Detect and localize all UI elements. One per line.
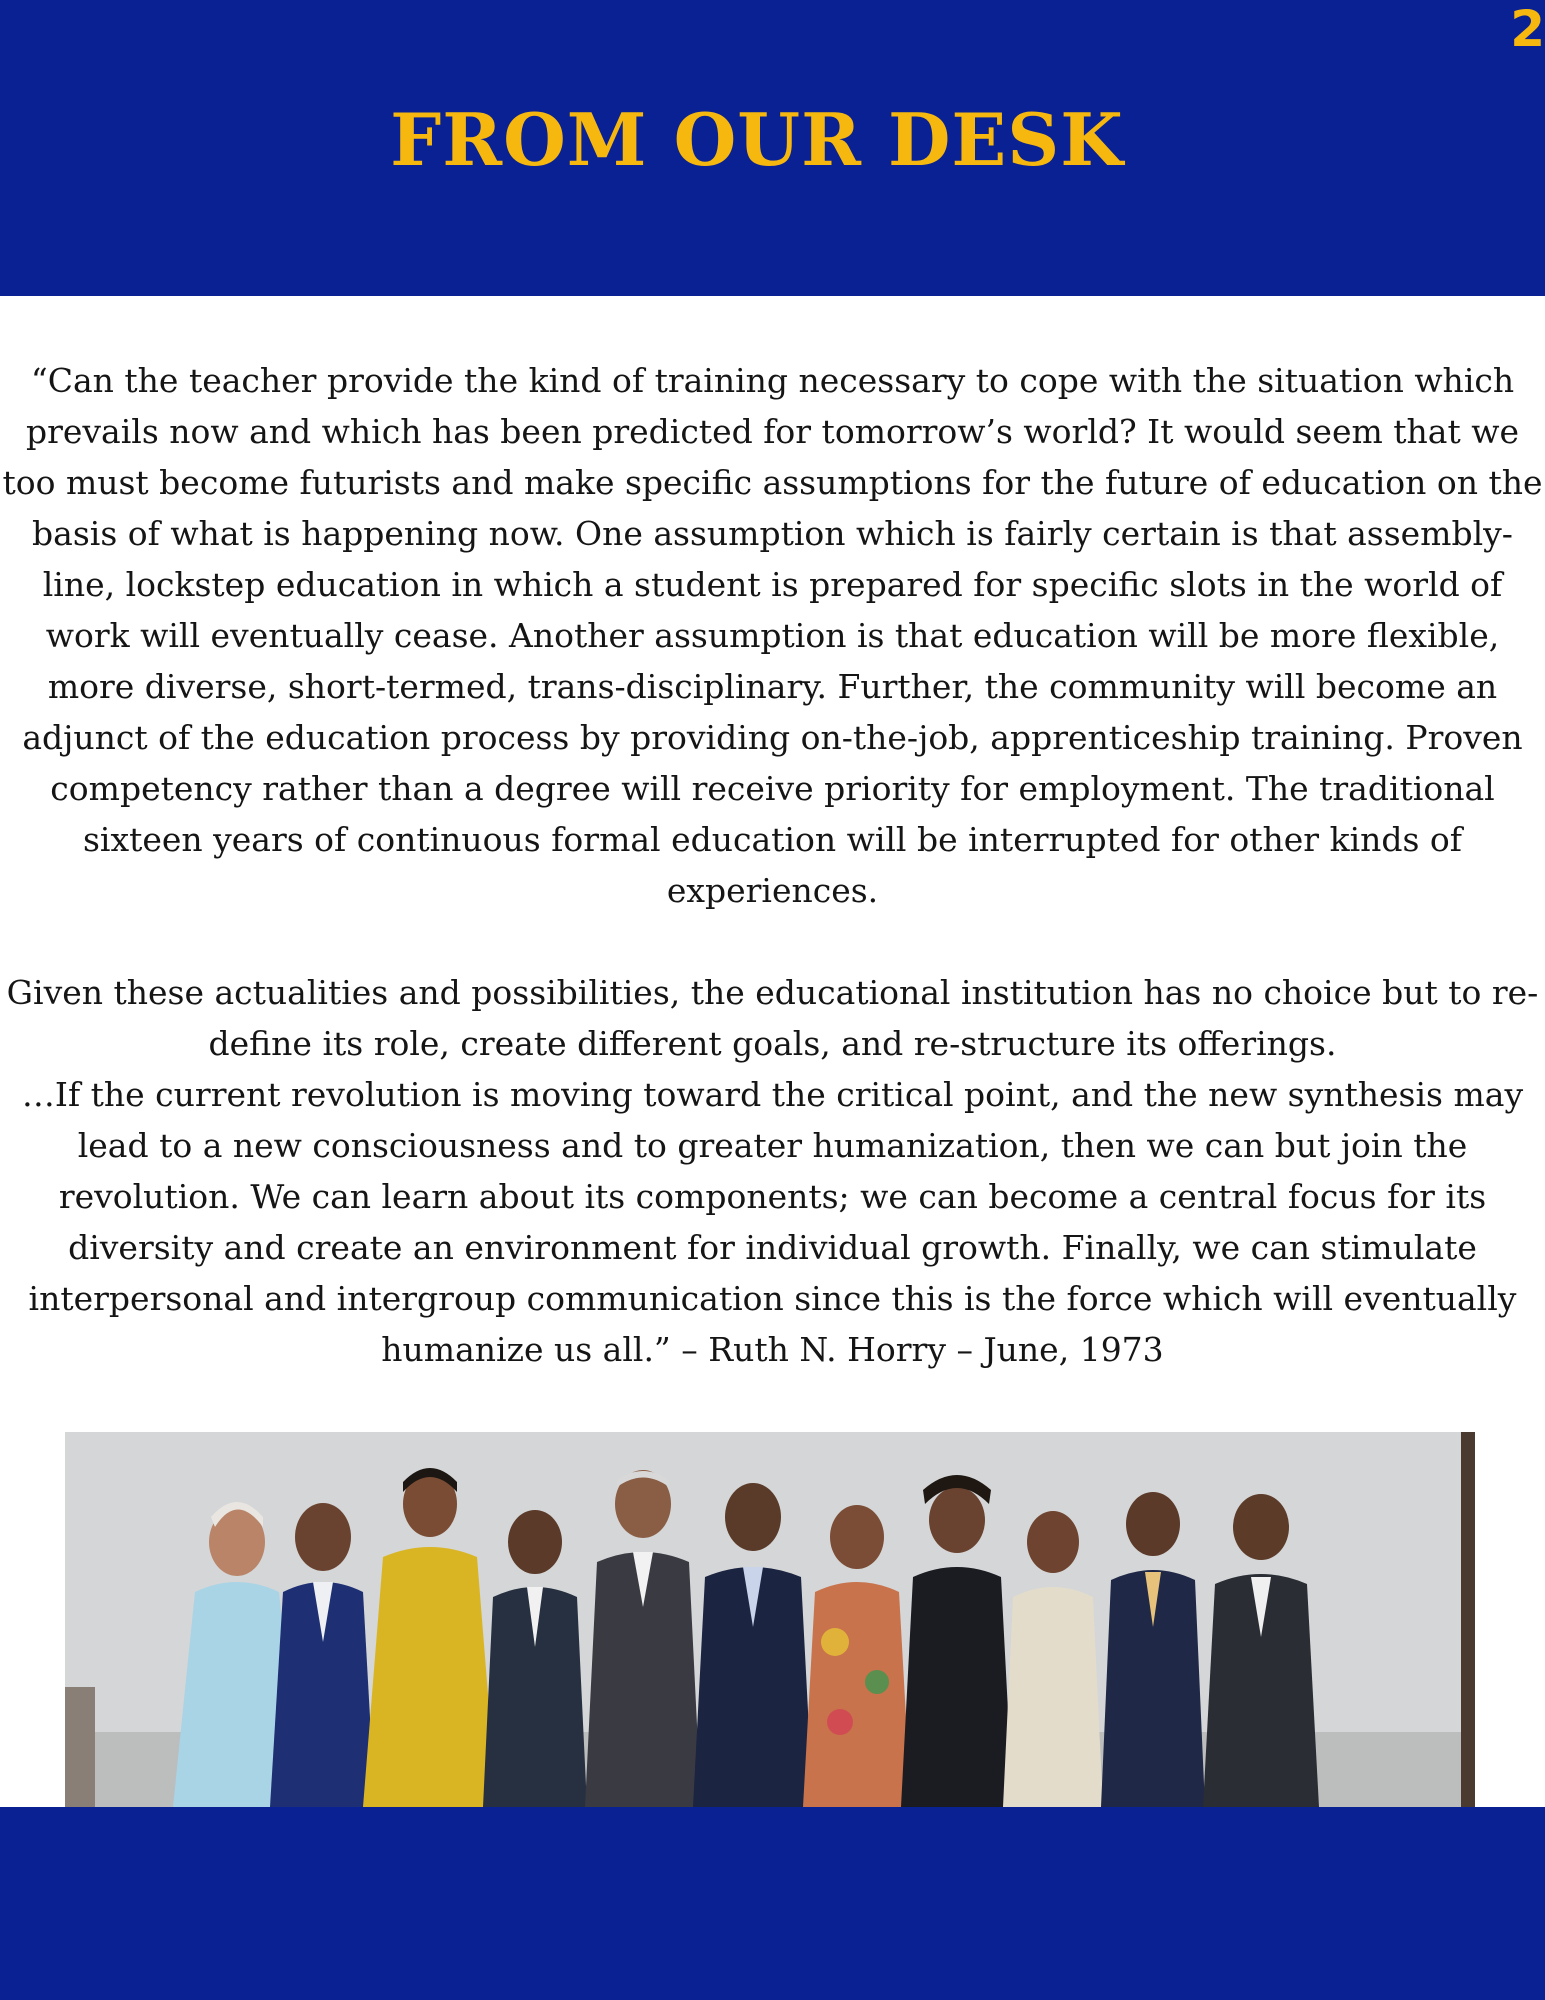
quote-paragraph-3: …If the current revolution is moving toward the critical point, and the new synthesis may lead to a new consciousness and to greater humanization, then we can but join the revolution. We can learn about its components; we can become a central focus for its diversity and create an environment for individual growth. Finally, we can stimulate interpersonal and intergroup communication since this is the force which will eventually humanize us all.” – Ruth N. Horry – June, 1973 [21, 1075, 1524, 1369]
page-title: FROM OUR DESK [390, 97, 1124, 182]
footer-band [0, 1807, 1545, 2000]
header-band [0, 0, 1545, 296]
group-photo [65, 1432, 1475, 1807]
paragraph-spacer [0, 916, 1545, 967]
quote-paragraph-1: “Can the teacher provide the kind of training necessary to cope with the situation which prevails now and which has been predicted for tomorrow’s world? It would seem that we too must become futurists and make specific assumptions for the future of education on the basis of what is happening now. One assumption which is fairly certain is that assembly-line, lockstep education in which a student is prepared for specific slots in the world of work will eventually cease. Another assumption is that education will be more flexible, more diverse, short-termed, trans-disciplinary. Further, the community will become an adjunct of the education process by providing on-the-job, apprenticeship training. Proven competency rather than a degree will receive priority for employment. The traditional sixteen years of continuous formal education will be interrupted for other kinds of experiences. [2, 361, 1543, 910]
quote-paragraph-2: Given these actualities and possibilities, the educational institution has no choice but to re-define its role, create different goals, and re-structure its offerings. [6, 973, 1539, 1063]
article-body [0, 355, 1545, 1375]
group-photo-illustration [65, 1432, 1475, 1807]
page-number: 2 [1510, 0, 1545, 58]
